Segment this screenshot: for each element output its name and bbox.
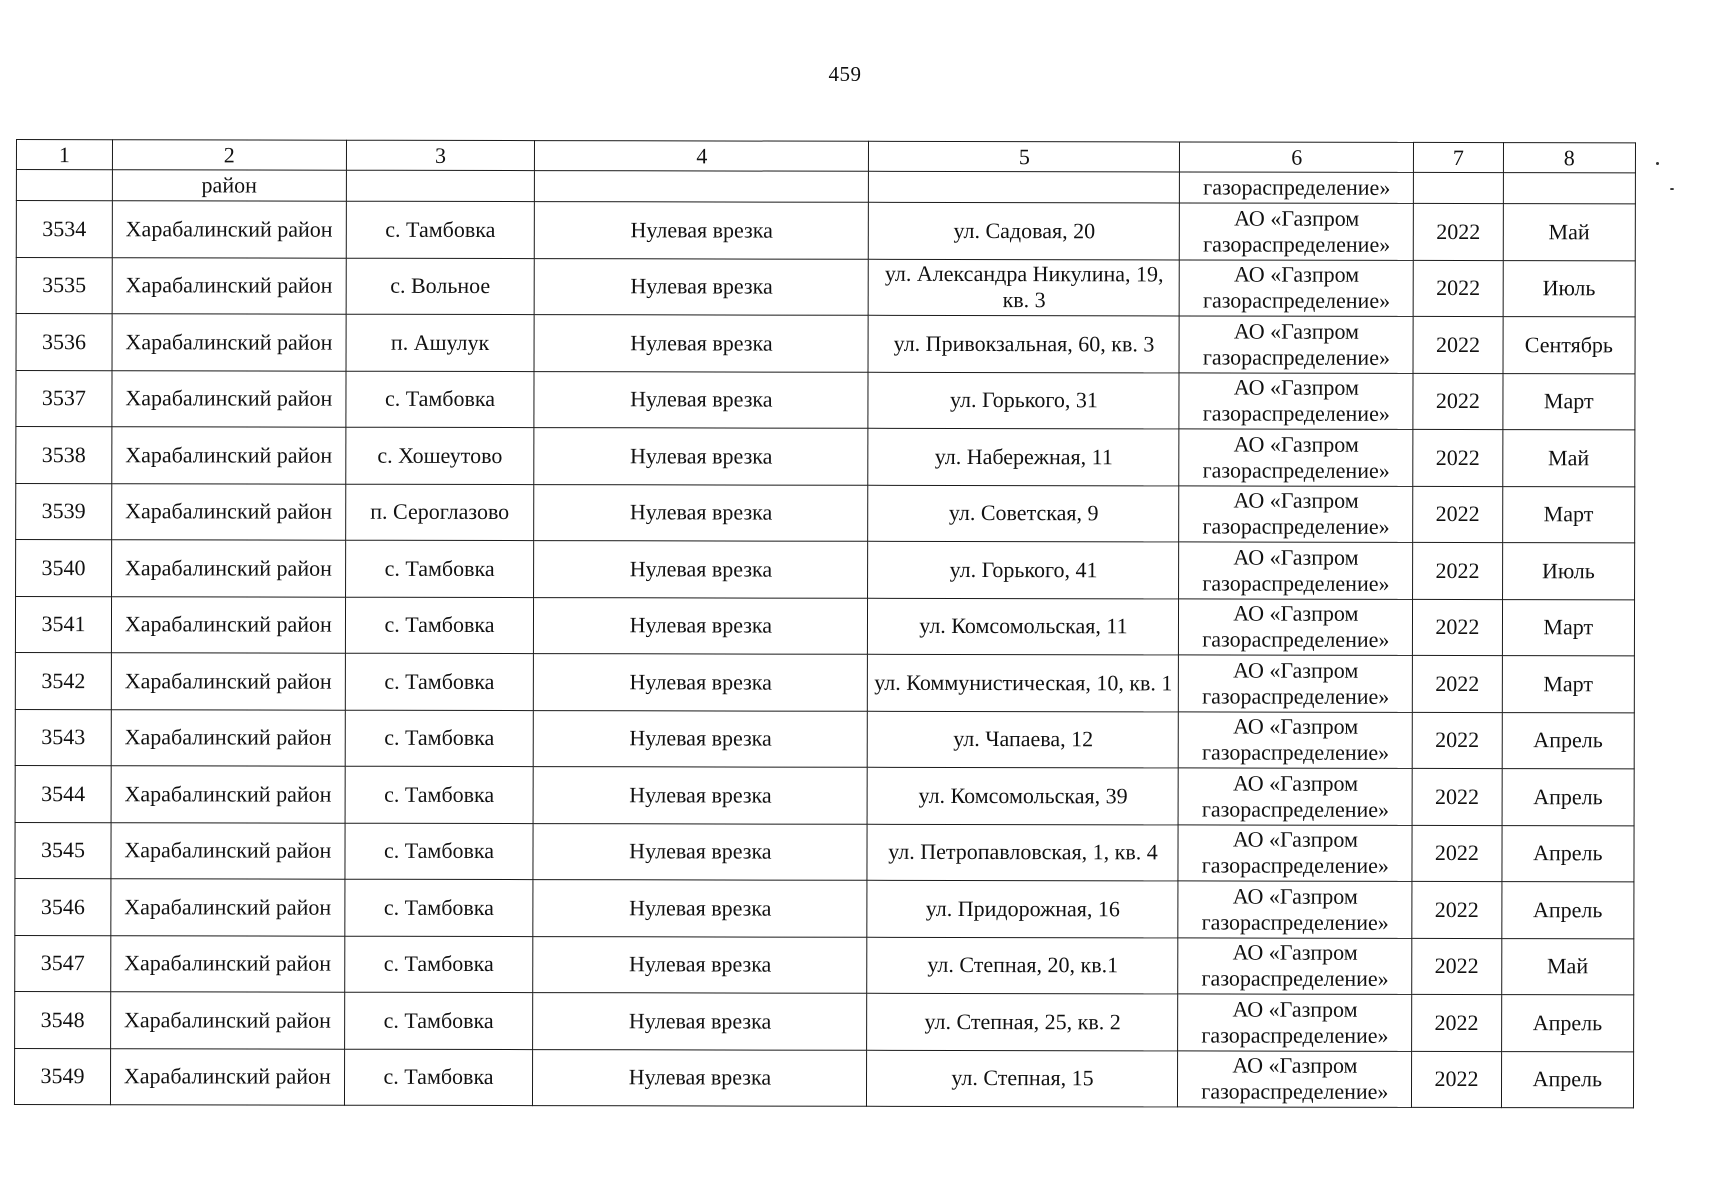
table-cell: АО «Газпром газораспределение» bbox=[1178, 937, 1412, 994]
table-cell: 2022 bbox=[1414, 203, 1503, 260]
table-cell: Апрель bbox=[1502, 769, 1635, 826]
table-cell: Сентябрь bbox=[1503, 317, 1636, 374]
table-row bbox=[14, 1048, 1633, 1108]
table-cell: 3540 bbox=[16, 540, 112, 597]
table-cell: 2022 bbox=[1413, 542, 1502, 599]
table-cell: 3547 bbox=[15, 935, 111, 992]
table-cell: 3534 bbox=[16, 201, 112, 258]
table-row bbox=[15, 765, 1634, 825]
table-row bbox=[15, 878, 1634, 938]
table-cell: Май bbox=[1503, 204, 1636, 261]
table-cell: 3536 bbox=[16, 314, 112, 371]
table-cell: с. Тамбовка bbox=[345, 597, 534, 654]
table-cell bbox=[16, 170, 112, 201]
table-cell: 2022 bbox=[1412, 825, 1501, 882]
table-cell: Харабалинский район bbox=[111, 935, 345, 992]
header-cell: 1 bbox=[16, 140, 112, 170]
table-cell: ул. Чапаева, 12 bbox=[868, 711, 1179, 768]
table-cell: АО «Газпром газораспределение» bbox=[1180, 203, 1414, 260]
table-cell: Харабалинский район bbox=[111, 596, 345, 653]
table-cell: АО «Газпром газораспределение» bbox=[1180, 259, 1414, 316]
table-cell: Нулевая врезка bbox=[534, 428, 868, 485]
table-cell: АО «Газпром газораспределение» bbox=[1178, 881, 1412, 938]
table-cell bbox=[869, 171, 1180, 203]
page-number: 459 bbox=[828, 62, 862, 86]
table-cell: Харабалинский район bbox=[112, 427, 346, 484]
table-cell: 2022 bbox=[1413, 655, 1502, 712]
table-cell: с. Тамбовка bbox=[345, 710, 534, 767]
table-cell: Харабалинский район bbox=[110, 1048, 344, 1105]
table-cell: Март bbox=[1502, 656, 1635, 713]
table-row bbox=[15, 596, 1634, 656]
table-cell: 3544 bbox=[15, 765, 111, 822]
table-cell: 3539 bbox=[16, 483, 112, 540]
table-cell: 2022 bbox=[1412, 768, 1501, 825]
table-cell: с. Тамбовка bbox=[345, 879, 534, 936]
table-cell: Харабалинский район bbox=[112, 370, 346, 427]
table-cell: Нулевая врезка bbox=[534, 597, 868, 654]
table-cell: Нулевая врезка bbox=[533, 993, 867, 1050]
table-cell: ул. Коммунистическая, 10, кв. 1 bbox=[868, 654, 1179, 711]
table-cell: 3537 bbox=[16, 370, 112, 427]
table-cell: Нулевая врезка bbox=[533, 710, 867, 767]
table-cell: Апрель bbox=[1502, 825, 1635, 882]
table-cell: Нулевая врезка bbox=[533, 767, 867, 824]
table-cell: Апрель bbox=[1501, 1051, 1634, 1108]
table-cell: 2022 bbox=[1412, 994, 1501, 1051]
table-cell: с. Тамбовка bbox=[345, 540, 534, 597]
table-cell: Харабалинский район bbox=[111, 822, 345, 879]
table-body bbox=[14, 140, 1635, 1108]
table-cell: АО «Газпром газораспределение» bbox=[1179, 316, 1413, 373]
table-cell: Нулевая врезка bbox=[534, 654, 868, 711]
table-cell: Март bbox=[1502, 373, 1635, 430]
table-cell: АО «Газпром газораспределение» bbox=[1178, 1050, 1412, 1107]
table-cell: АО «Газпром газораспределение» bbox=[1179, 372, 1413, 429]
table-cell: ул. Комсомольская, 39 bbox=[868, 767, 1179, 824]
table-cell: Нулевая врезка bbox=[535, 202, 869, 259]
table-cell: ул. Степная, 15 bbox=[867, 1050, 1178, 1107]
table-cell: Харабалинский район bbox=[111, 709, 345, 766]
header-cell: 7 bbox=[1414, 142, 1503, 172]
table-cell: Нулевая врезка bbox=[533, 880, 867, 937]
table-cell: 2022 bbox=[1412, 938, 1501, 995]
table-cell: Харабалинский район bbox=[112, 201, 346, 258]
table-cell: ул. Горького, 31 bbox=[868, 372, 1179, 429]
table-row bbox=[16, 257, 1635, 317]
table-cell: 2022 bbox=[1413, 429, 1502, 486]
table-cell: с. Тамбовка bbox=[346, 371, 535, 428]
table-cell: с. Тамбовка bbox=[346, 201, 535, 258]
table-cell bbox=[1414, 172, 1503, 203]
table-cell bbox=[535, 171, 869, 203]
table-cell: АО «Газпром газораспределение» bbox=[1179, 429, 1413, 486]
table-row bbox=[15, 822, 1634, 882]
table-cell: 3543 bbox=[15, 709, 111, 766]
table-cell: ул. Садовая, 20 bbox=[869, 202, 1180, 259]
table-cell: ул. Комсомольская, 11 bbox=[868, 598, 1179, 655]
document-sheet bbox=[14, 139, 1636, 1108]
table-row bbox=[16, 483, 1635, 543]
table-cell: Харабалинский район bbox=[111, 540, 345, 597]
data-table bbox=[14, 139, 1636, 1108]
table-row bbox=[16, 540, 1635, 600]
table-row bbox=[16, 427, 1635, 487]
table-cell: Нулевая врезка bbox=[534, 541, 868, 598]
table-cell: ул. Степная, 25, кв. 2 bbox=[867, 993, 1178, 1050]
table-cell: 3535 bbox=[16, 257, 112, 314]
table-row bbox=[16, 314, 1635, 374]
table-cell: Нулевая врезка bbox=[533, 823, 867, 880]
table-cell: АО «Газпром газораспределение» bbox=[1179, 485, 1413, 542]
table-cell: с. Тамбовка bbox=[345, 823, 534, 880]
table-cell: Июль bbox=[1503, 260, 1636, 317]
table-cell: 2022 bbox=[1413, 260, 1502, 317]
table-cell: Нулевая врезка bbox=[534, 371, 868, 428]
header-row bbox=[16, 140, 1635, 173]
table-cell: Нулевая врезка bbox=[533, 1049, 867, 1106]
table-cell: Май bbox=[1502, 430, 1635, 487]
table-cell: с. Тамбовка bbox=[344, 1049, 533, 1106]
table-cell: ул. Александра Никулина, 19, кв. 3 bbox=[869, 259, 1180, 316]
table-cell: 3542 bbox=[15, 652, 111, 709]
table-cell: газораспределение» bbox=[1180, 172, 1414, 203]
table-cell: 3549 bbox=[14, 1048, 110, 1105]
table-cell: Харабалинский район bbox=[112, 483, 346, 540]
table-cell: 2022 bbox=[1413, 373, 1502, 430]
table-cell: АО «Газпром газораспределение» bbox=[1179, 711, 1413, 768]
table-cell: Харабалинский район bbox=[112, 257, 346, 314]
table-cell: ул. Советская, 9 bbox=[868, 485, 1179, 542]
table-cell: 2022 bbox=[1413, 599, 1502, 656]
table-cell: Нулевая врезка bbox=[534, 484, 868, 541]
table-cell: Апрель bbox=[1501, 882, 1634, 939]
table-cell: п. Сероглазово bbox=[345, 484, 534, 541]
header-cell: 4 bbox=[535, 141, 869, 172]
table-cell: 2022 bbox=[1413, 486, 1502, 543]
table-cell bbox=[346, 170, 535, 201]
table-cell: Харабалинский район bbox=[112, 314, 346, 371]
table-cell: АО «Газпром газораспределение» bbox=[1179, 598, 1413, 655]
table-cell: с. Тамбовка bbox=[344, 936, 533, 993]
table-cell: Май bbox=[1501, 938, 1634, 995]
header-cell: 2 bbox=[112, 140, 346, 170]
header-cell: 3 bbox=[346, 140, 535, 170]
header-cell: 6 bbox=[1180, 142, 1414, 172]
table-cell: Нулевая врезка bbox=[533, 936, 867, 993]
table-cell: АО «Газпром газораспределение» bbox=[1178, 994, 1412, 1051]
table-cell: ул. Степная, 20, кв.1 bbox=[867, 937, 1178, 994]
table-cell: 3541 bbox=[15, 596, 111, 653]
table-cell: 2022 bbox=[1412, 881, 1501, 938]
table-cell: Март bbox=[1502, 599, 1635, 656]
table-row bbox=[15, 709, 1634, 769]
table-row bbox=[15, 652, 1634, 712]
table-cell: с. Тамбовка bbox=[344, 992, 533, 1049]
table-cell: с. Вольное bbox=[346, 258, 535, 315]
table-cell: 2022 bbox=[1413, 316, 1502, 373]
table-cell: 3548 bbox=[15, 991, 111, 1048]
table-cell bbox=[1503, 173, 1635, 204]
table-cell: АО «Газпром газораспределение» bbox=[1179, 542, 1413, 599]
table-cell: 3546 bbox=[15, 878, 111, 935]
scan-speck bbox=[1670, 188, 1674, 190]
table-cell: ул. Горького, 41 bbox=[868, 541, 1179, 598]
table-cell: Харабалинский район bbox=[111, 879, 345, 936]
table-cell: АО «Газпром газораспределение» bbox=[1179, 768, 1413, 825]
table-cell: Март bbox=[1502, 486, 1635, 543]
table-cell: с. Хошеутово bbox=[346, 427, 535, 484]
table-cell: Нулевая врезка bbox=[534, 315, 868, 372]
table-cell: 3545 bbox=[15, 822, 111, 879]
table-cell: 3538 bbox=[16, 427, 112, 484]
header-cell: 5 bbox=[869, 141, 1180, 172]
table-cell: район bbox=[112, 170, 346, 201]
table-cell: Апрель bbox=[1502, 712, 1635, 769]
table-cell: Харабалинский район bbox=[111, 766, 345, 823]
table-cell: Апрель bbox=[1501, 995, 1634, 1052]
table-row bbox=[15, 935, 1634, 995]
table-cell: Харабалинский район bbox=[111, 653, 345, 710]
table-cell: АО «Газпром газораспределение» bbox=[1179, 655, 1413, 712]
table-cell: Нулевая врезка bbox=[534, 258, 868, 315]
table-cell: ул. Набережная, 11 bbox=[868, 428, 1179, 485]
table-cell: ул. Петропавловская, 1, кв. 4 bbox=[867, 824, 1178, 881]
table-cell: ул. Придорожная, 16 bbox=[867, 880, 1178, 937]
table-cell: Харабалинский район bbox=[111, 992, 345, 1049]
table-cell: с. Тамбовка bbox=[345, 653, 534, 710]
table-row bbox=[16, 201, 1635, 261]
table-cell: ул. Привокзальная, 60, кв. 3 bbox=[868, 315, 1179, 372]
table-cell: Июль bbox=[1502, 543, 1635, 600]
table-row bbox=[15, 991, 1634, 1051]
table-cell: 2022 bbox=[1412, 1051, 1501, 1108]
table-cell: п. Ашулук bbox=[346, 314, 535, 371]
table-cell: 2022 bbox=[1412, 712, 1501, 769]
header-cell: 8 bbox=[1503, 143, 1635, 173]
continuation-row bbox=[16, 170, 1635, 204]
table-cell: АО «Газпром газораспределение» bbox=[1178, 824, 1412, 881]
scan-speck bbox=[1656, 162, 1659, 165]
table-row bbox=[16, 370, 1635, 430]
table-cell: с. Тамбовка bbox=[345, 766, 534, 823]
